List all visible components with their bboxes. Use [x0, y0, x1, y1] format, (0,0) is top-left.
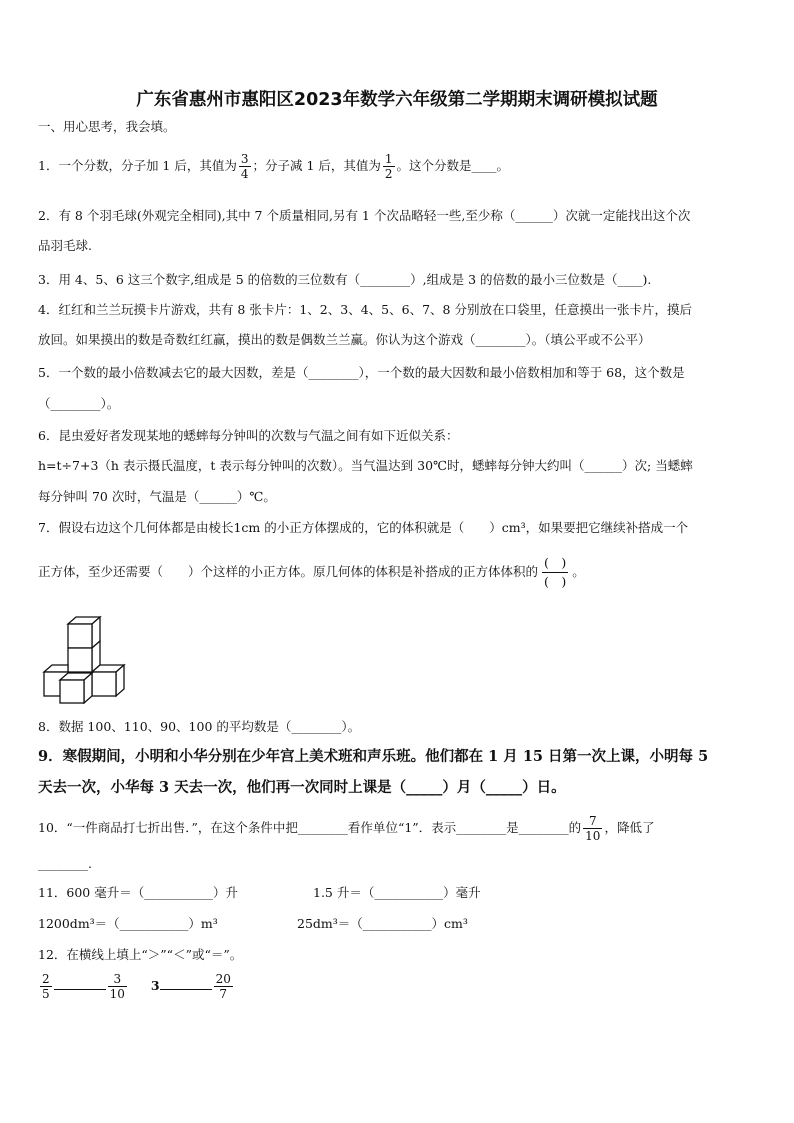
- question-9-line-1: 9．寒假期间，小明和小华分别在少年宫上美术班和声乐班。他们都在 1 月 15 日第一次上课，小明每 5: [38, 748, 709, 765]
- question-4-line-2: 放回。如果摸出的数是奇数红红赢，摸出的数是偶数兰兰赢。你认为这个游戏（________）。（填公平或不公平）: [38, 332, 651, 347]
- question-4-line-1: 4．红红和兰兰玩摸卡片游戏，共有 8 张卡片：1、2、3、4、5、6、7、8 分别放在口袋里，任意摸出一张卡片，摸后: [38, 302, 692, 317]
- question-11-d: 25dm³＝（___________）cm³: [297, 916, 468, 931]
- question-12-comparisons: [38, 972, 235, 1001]
- q1-text-a: 1．一个分数，分子加 1 后，其值为: [38, 158, 237, 173]
- fraction-20-7: $\frac{20}{7}$: [215, 972, 231, 1001]
- compare-blank-2[interactable]: [160, 977, 212, 990]
- q7-text-a: 正方体，至少还需要（ ）个这样的小正方体。原几何体的体积是补搭成的正方体体积的: [38, 564, 539, 579]
- question-10-line-2: ________.: [38, 856, 92, 871]
- question-5-line-1: 5．一个数的最小倍数减去它的最大因数，差是（________），一个数的最大因数和最小倍数相加和等于 68，这个数是: [38, 365, 685, 380]
- q7-text-b: 。: [572, 564, 585, 579]
- question-2-line-2: 品羽毛球.: [38, 238, 92, 253]
- section-heading: 一、用心思考，我会填。: [38, 119, 176, 134]
- q10-text-a: 10．“一件商品打七折出售．”，在这个条件中把________看作单位“1”．表示________是________的: [38, 820, 582, 835]
- q1-text-c: 。这个分数是____。: [396, 158, 510, 173]
- fraction-1-2: $\frac{1}{2}$: [384, 152, 393, 181]
- question-1: [38, 152, 509, 181]
- question-7-line-2: [38, 554, 585, 591]
- question-6-line-3: 每分钟叫 70 次时，气温是（______）℃。: [38, 489, 276, 504]
- question-11-b: 1.5 升＝（___________）毫升: [313, 885, 481, 900]
- question-3: 3．用 4、5、6 这三个数字,组成是 5 的倍数的三位数有（________）,组成是 3 的倍数的最小三位数是（____).: [38, 272, 652, 287]
- fraction-3-4: $\frac{3}{4}$: [240, 152, 249, 181]
- question-9-line-2: 天去一次，小华每 3 天去一次，他们再一次同时上课是（_____）月（_____）日。: [38, 779, 566, 796]
- question-2-line-1: 2．有 8 个羽毛球(外观完全相同),其中 7 个质量相同,另有 1 个次品略轻一些,至少称（______）次就一定能找出这个次: [38, 208, 691, 223]
- question-10: [38, 814, 654, 843]
- question-11-c: 1200dm³＝（___________）m³: [38, 916, 218, 931]
- question-7-line-1: 7．假设右边这个几何体都是由棱长1cm 的小正方体摆成的，它的体积就是（ ）cm³，如果要把它继续补搭成一个: [38, 520, 689, 535]
- paren-fraction: $\frac{( )}{( )}$: [544, 555, 567, 589]
- question-12: 12．在横线上填上“＞”“＜”或“＝”。: [38, 947, 243, 962]
- fraction-3-10: $\frac{3}{10}$: [109, 972, 125, 1001]
- question-5-line-2: （________）。: [38, 396, 120, 411]
- fraction-2-5: $\frac{2}{5}$: [42, 972, 50, 1001]
- compare-blank-1[interactable]: [54, 977, 106, 990]
- q1-text-b: ；分子减 1 后，其值为: [252, 158, 381, 173]
- question-6-line-1: 6．昆虫爱好者发现某地的蟋蟀每分钟叫的次数与气温之间有如下近似关系：: [38, 428, 459, 443]
- question-6-line-2: h=t÷7+3（h 表示摄氏温度，t 表示每分钟叫的次数）。当气温达到 30℃时，蟋蟀每分钟大约叫（______）次; 当蟋蟀: [38, 458, 693, 473]
- fraction-7-10: $\frac{7}{10}$: [585, 814, 601, 843]
- question-8: 8．数据 100、110、90、100 的平均数是（________）。: [38, 719, 361, 734]
- whole-number-3: 3: [150, 978, 160, 993]
- question-11-a: 11．600 毫升＝（___________）升: [38, 885, 238, 900]
- cube-figure: [40, 612, 130, 704]
- page-title: 广东省惠州市惠阳区2023年数学六年级第二学期期末调研模拟试题: [136, 90, 658, 110]
- q10-text-b: ，降低了: [604, 820, 655, 835]
